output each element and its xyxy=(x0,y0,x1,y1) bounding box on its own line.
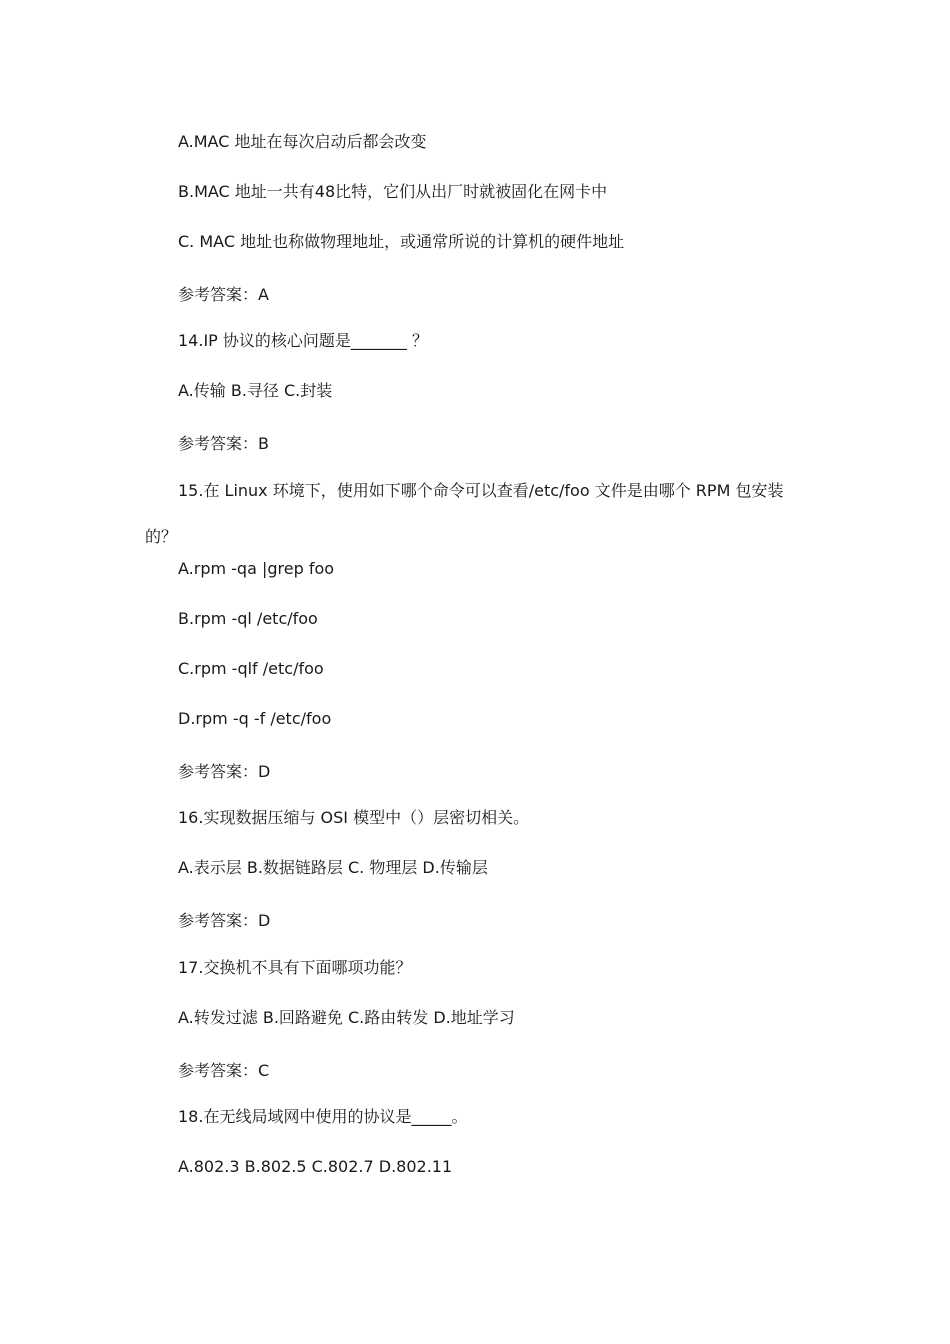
question-text: 14.IP 协议的核心问题是_______ ？ xyxy=(178,331,428,350)
option-text: A.rpm -qa |grep foo xyxy=(178,559,335,578)
answer-text: 参考答案：D xyxy=(178,911,271,930)
option-text: C.rpm -qlf /etc/foo xyxy=(178,659,324,678)
answer-text: 参考答案：C xyxy=(178,1061,270,1080)
option-text: B.MAC 地址一共有48比特，它们从出厂时就被固化在网卡中 xyxy=(178,182,608,201)
option-text: D.rpm -q -f /etc/foo xyxy=(178,709,332,728)
option-text: A.802.3 B.802.5 C.802.7 D.802.11 xyxy=(178,1157,453,1176)
option-text: A.转发过滤 B.回路避免 C.路由转发 D.地址学习 xyxy=(178,1008,515,1027)
answer-text: 参考答案：B xyxy=(178,434,269,453)
option-text: A.MAC 地址在每次启动后都会改变 xyxy=(178,132,427,151)
option-text: A.表示层 B.数据链路层 C. 物理层 D.传输层 xyxy=(178,858,488,877)
answer-text: 参考答案：A xyxy=(178,285,269,304)
option-text: B.rpm -ql /etc/foo xyxy=(178,609,318,628)
answer-text: 参考答案：D xyxy=(178,762,271,781)
option-text: C. MAC 地址也称做物理地址，或通常所说的计算机的硬件地址 xyxy=(178,232,625,251)
question-text: 18.在无线局域网中使用的协议是_____。 xyxy=(178,1107,468,1126)
question-text: 15.在 Linux 环境下，使用如下哪个命令可以查看/etc/foo 文件是由哪个 RPM 包安装 xyxy=(178,481,784,500)
question-text-continued: 的？ xyxy=(145,527,178,546)
option-text: A.传输 B.寻径 C.封装 xyxy=(178,381,333,400)
question-text: 17.交换机不具有下面哪项功能？ xyxy=(178,958,412,977)
question-text: 16.实现数据压缩与 OSI 模型中（）层密切相关。 xyxy=(178,808,530,827)
